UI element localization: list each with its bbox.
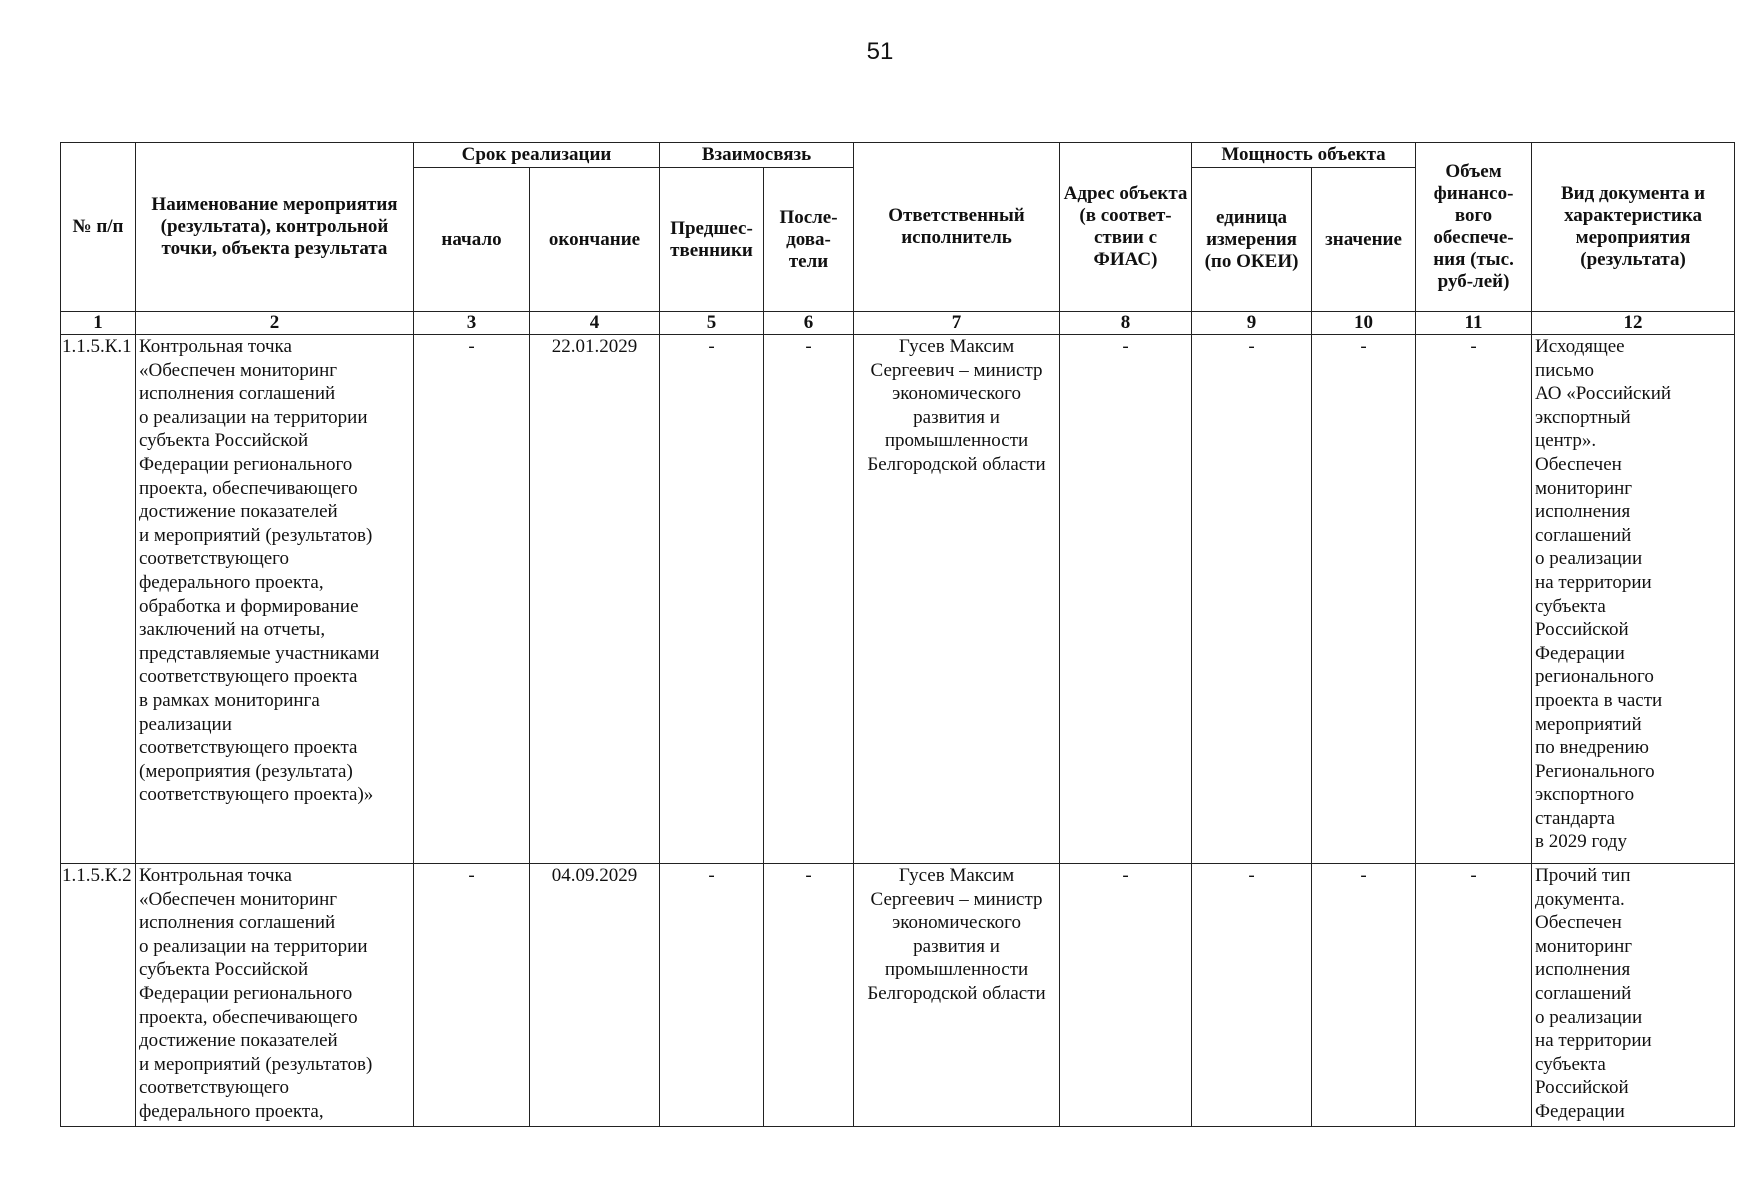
row-unit: - (1192, 864, 1312, 1127)
column-number: 2 (136, 312, 414, 335)
row-document: Прочий тип документа. Обеспечен мониторинг исполнения соглашений о реализации на территории субъекта Российской Федерации (1532, 864, 1735, 1127)
column-number: 4 (530, 312, 660, 335)
column-number: 8 (1060, 312, 1192, 335)
row-name: Контрольная точка «Обеспечен мониторинг исполнения соглашений о реализации на территории субъекта Российской Федерации регионального проекта, обеспечивающего достижение показателей и мероприятий (результатов) соответствующего федерального проекта, (136, 864, 414, 1127)
header-financing: Объем финансо-вого обеспече-ния (тыс. руб-лей) (1416, 143, 1532, 312)
row-value: - (1312, 335, 1416, 864)
row-end: 22.01.2029 (530, 335, 660, 864)
row-id: 1.1.5.К.2 (61, 864, 136, 1127)
row-financing: - (1416, 864, 1532, 1127)
header-name: Наименование мероприятия (результата), контрольной точки, объекта результата (136, 143, 414, 312)
row-responsible: Гусев Максим Сергеевич – министр экономического развития и промышленности Белгородской области (854, 864, 1060, 1127)
column-number: 9 (1192, 312, 1312, 335)
row-id: 1.1.5.К.1 (61, 335, 136, 864)
header-predecessors: Предшес-твенники (660, 168, 764, 312)
row-predecessors: - (660, 864, 764, 1127)
column-number: 11 (1416, 312, 1532, 335)
column-number: 5 (660, 312, 764, 335)
row-responsible: Гусев Максим Сергеевич – министр экономического развития и промышленности Белгородской области (854, 335, 1060, 864)
row-successors: - (764, 335, 854, 864)
column-number: 12 (1532, 312, 1735, 335)
header-term-group: Срок реализации (414, 143, 660, 168)
table-row (61, 864, 1735, 1127)
row-document: Исходящее письмо АО «Российский экспортный центр». Обеспечен мониторинг исполнения соглашений о реализации на территории субъекта Российской Федерации регионального проекта в части мероприятий по внедрению Регионального экспортного стандарта в 2029 году (1532, 335, 1735, 864)
column-number-row (61, 312, 1735, 335)
column-number: 3 (414, 312, 530, 335)
plan-table (60, 142, 1735, 1127)
row-address: - (1060, 864, 1192, 1127)
header-successors: После-дова-тели (764, 168, 854, 312)
row-end: 04.09.2029 (530, 864, 660, 1127)
table-row (61, 335, 1735, 864)
header-link-group: Взаимосвязь (660, 143, 854, 168)
column-number: 1 (61, 312, 136, 335)
header-start: начало (414, 168, 530, 312)
page-number: 51 (866, 38, 894, 65)
column-number: 6 (764, 312, 854, 335)
header-document: Вид документа и характеристика мероприятия (результата) (1532, 143, 1735, 312)
row-start: - (414, 335, 530, 864)
row-predecessors: - (660, 335, 764, 864)
row-unit: - (1192, 335, 1312, 864)
row-value: - (1312, 864, 1416, 1127)
header-address: Адрес объекта (в соответ-ствии с ФИАС) (1060, 143, 1192, 312)
row-start: - (414, 864, 530, 1127)
row-address: - (1060, 335, 1192, 864)
header-num: № п/п (61, 143, 136, 312)
column-number: 10 (1312, 312, 1416, 335)
header-value: значение (1312, 168, 1416, 312)
column-number: 7 (854, 312, 1060, 335)
row-successors: - (764, 864, 854, 1127)
header-power-group: Мощность объекта (1192, 143, 1416, 168)
header-unit: единица измерения (по ОКЕИ) (1192, 168, 1312, 312)
header-responsible: Ответственный исполнитель (854, 143, 1060, 312)
row-financing: - (1416, 335, 1532, 864)
header-end: окончание (530, 168, 660, 312)
row-name: Контрольная точка «Обеспечен мониторинг исполнения соглашений о реализации на территории субъекта Российской Федерации регионального проекта, обеспечивающего достижение показателей и мероприятий (результатов) соответствующего федерального проекта, обработка и формирование заключений на отчеты, представляемые участниками соответствующего проекта в рамках мониторинга реализации соответствующего проекта (мероприятия (результата) соответствующего проекта)» (136, 335, 414, 864)
